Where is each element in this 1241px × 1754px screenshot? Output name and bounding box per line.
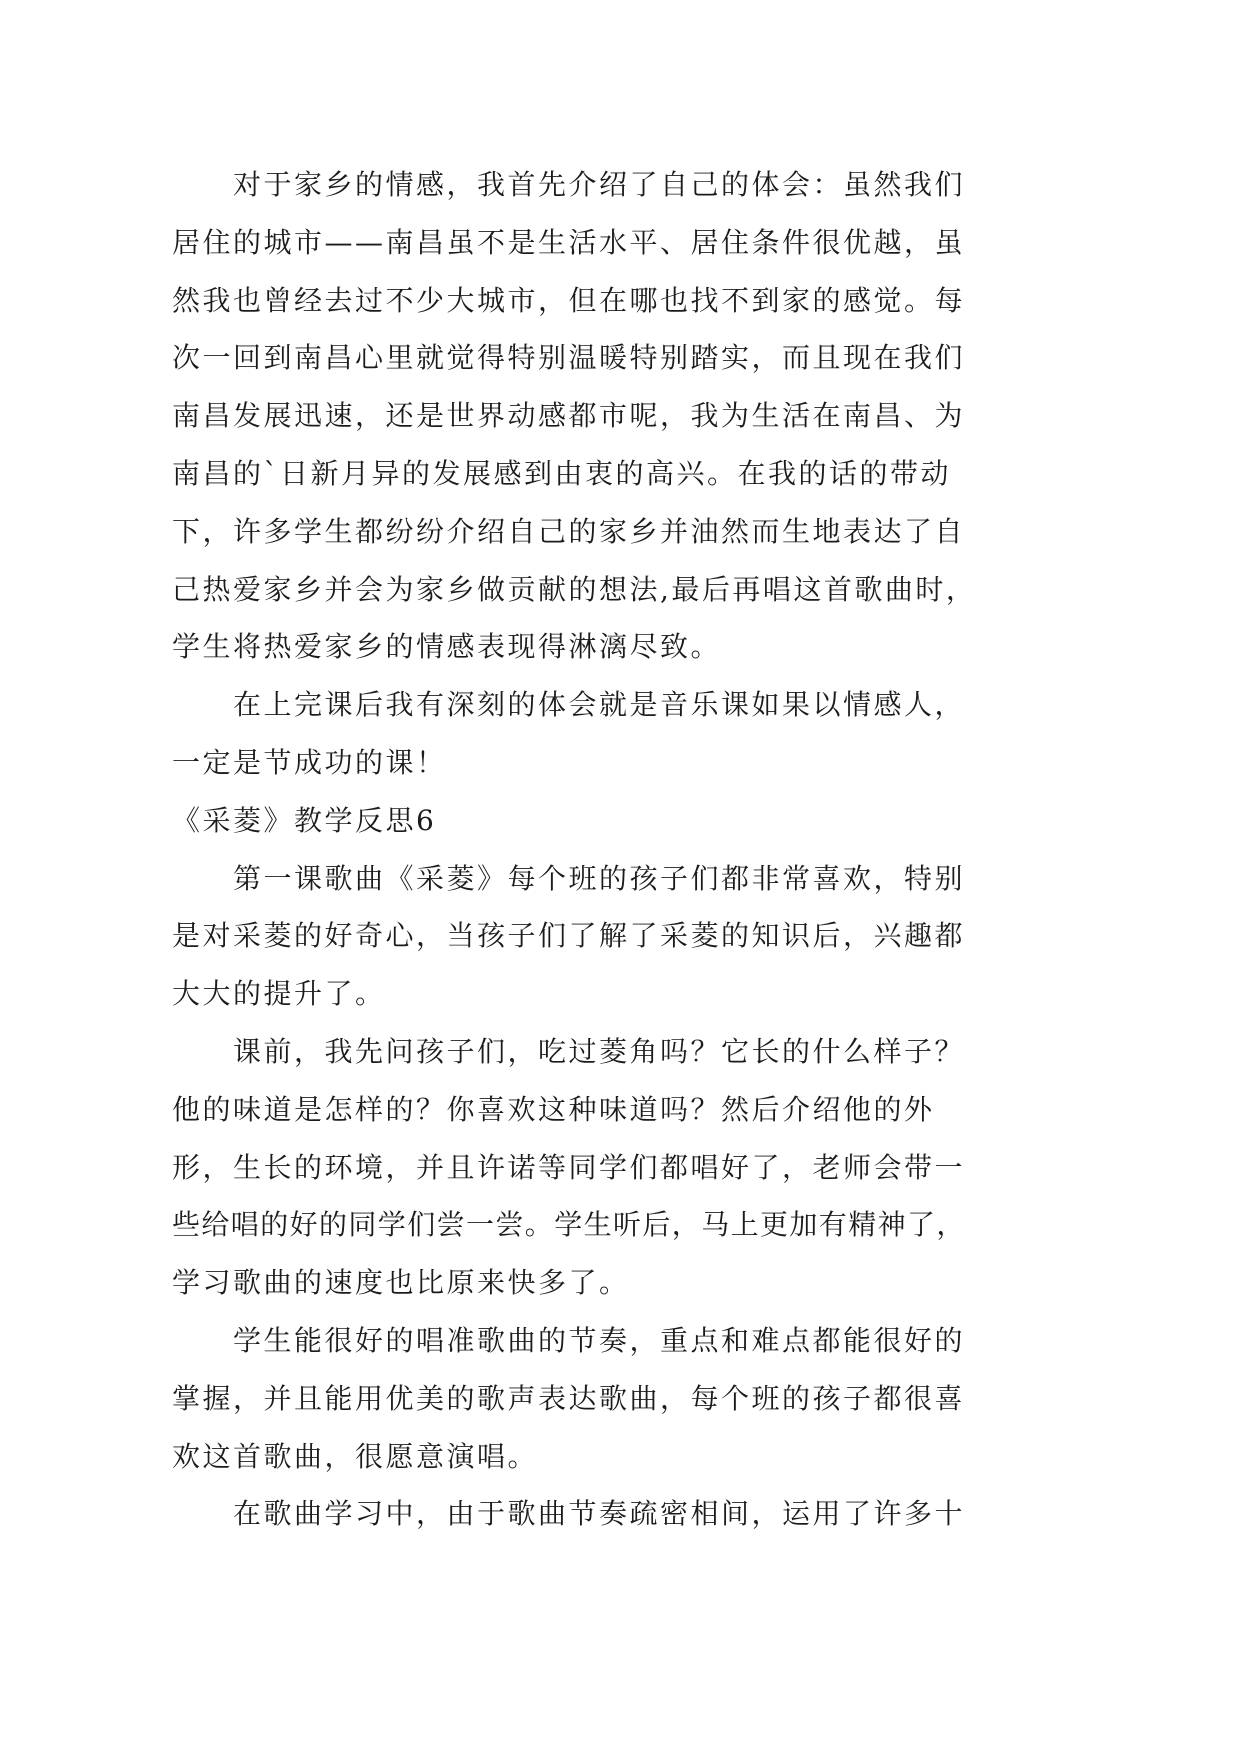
section-title-text: 《采菱》教学反思6 (172, 803, 437, 837)
text-line: 对于家乡的情感，我首先介绍了自己的体会：虽然我们 (233, 168, 966, 201)
text-line: 南昌发展迅速，还是世界动感都市呢，我为生活在南昌、为 (172, 399, 966, 433)
paragraph-song-learning (172, 1485, 1072, 1543)
text-line: 然我也曾经去过不少大城市，但在哪也找不到家的感觉。每 (172, 283, 966, 317)
paragraph-song-intro (172, 850, 1072, 1023)
paragraph-before-class (172, 1023, 1072, 1312)
text-line: 掌握，并且能用优美的歌声表达歌曲，每个班的孩子都很喜 (172, 1381, 966, 1415)
text-line: 在上完课后我有深刻的体会就是音乐课如果以情感人， (233, 688, 966, 722)
text-line: 他的味道是怎样的？你喜欢这种味道吗？然后介绍他的外 (172, 1092, 935, 1126)
text-line: 课前，我先问孩子们，吃过菱角吗？它长的什么样子？ (233, 1034, 966, 1068)
text-line: 些给唱的好的同学们尝一尝。学生听后，马上更加有精神了， (172, 1208, 966, 1242)
text-line: 学生将热爱家乡的情感表现得淋漓尽致。 (172, 630, 722, 664)
paragraph-hometown-feelings (172, 156, 1072, 676)
text-line: 形，生长的环境，并且许诺等同学们都唱好了，老师会带一 (172, 1150, 966, 1184)
text-line: 第一课歌曲《采菱》每个班的孩子们都非常喜欢，特别 (233, 861, 966, 895)
text-line: 大大的提升了。 (172, 977, 386, 1011)
section-title (172, 792, 1072, 850)
text-line: 己热爱家乡并会为家乡做贡献的想法,最后再唱这首歌曲时， (172, 572, 977, 606)
text-line: 学生能很好的唱准歌曲的节奏，重点和难点都能很好的 (233, 1323, 966, 1357)
paragraph-rhythm-mastery (172, 1312, 1072, 1485)
text-line: 居住的城市——南昌虽不是生活水平、居住条件很优越，虽 (172, 225, 966, 259)
text-line: 南昌的`日新月异的发展感到由衷的高兴。在我的话的带动 (172, 456, 952, 490)
text-line: 次一回到南昌心里就觉得特别温暖特别踏实，而且现在我们 (172, 341, 966, 375)
document-body (172, 156, 1072, 1543)
text-line: 是对采菱的好奇心，当孩子们了解了采菱的知识后，兴趣都 (172, 919, 966, 953)
text-line: 一定是节成功的课！ (172, 745, 447, 779)
text-line: 欢这首歌曲，很愿意演唱。 (172, 1439, 539, 1473)
paragraph-conclusion (172, 676, 1072, 792)
text-line: 下，许多学生都纷纷介绍自己的家乡并油然而生地表达了自 (172, 514, 966, 548)
text-line: 在歌曲学习中，由于歌曲节奏疏密相间，运用了许多十 (233, 1497, 966, 1531)
text-line: 学习歌曲的速度也比原来快多了。 (172, 1266, 630, 1300)
